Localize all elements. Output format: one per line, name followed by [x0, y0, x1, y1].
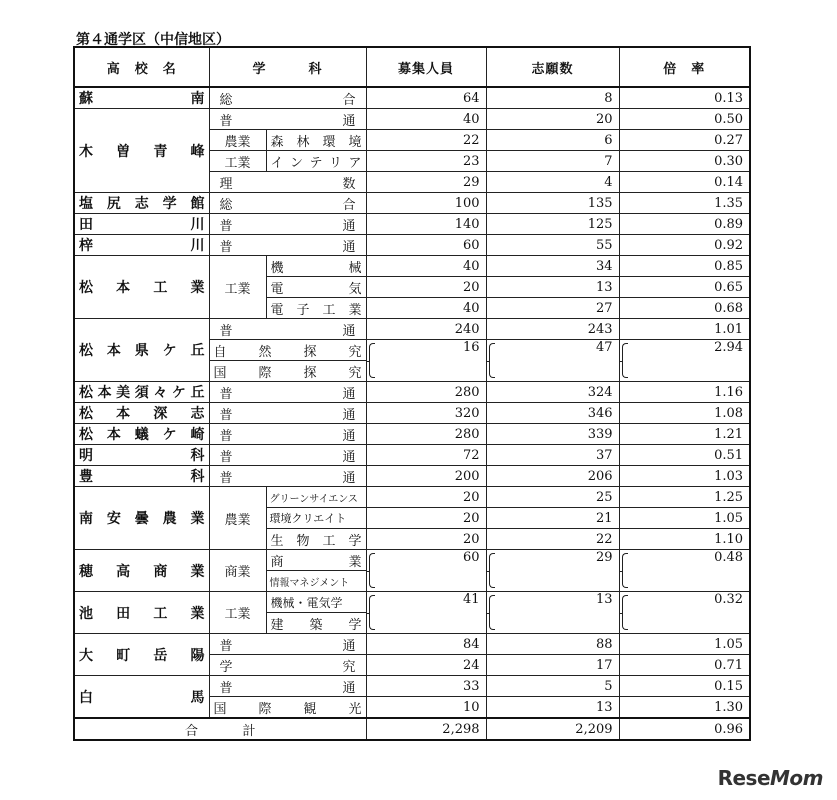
capacity-cell: 84: [366, 634, 486, 655]
dept-name: 学究: [209, 655, 366, 676]
dept-category: 工業: [209, 592, 266, 634]
total-applicants: 2,209: [486, 718, 619, 740]
capacity-cell: 41: [366, 592, 486, 634]
resemom-logo: [718, 766, 823, 790]
dept-name: 自然探究: [209, 340, 366, 361]
dept-name: 国際観光: [209, 697, 366, 719]
school-name: 松本県ケ丘: [74, 319, 209, 382]
ratio-cell: 1.03: [619, 466, 750, 487]
capacity-cell: 40: [366, 256, 486, 277]
table-row: [74, 487, 750, 508]
school-name: 穂高商業: [74, 550, 209, 592]
dept-category: 工業: [209, 256, 266, 319]
dept-name: 普通: [209, 403, 366, 424]
capacity-cell: 60: [366, 550, 486, 592]
applicants-cell: 55: [486, 235, 619, 256]
dept-subname: 機械: [266, 256, 366, 277]
capacity-cell: 20: [366, 529, 486, 550]
applicants-cell: 25: [486, 487, 619, 508]
dept-name: 普通: [209, 382, 366, 403]
page-title: 第４通学区（中信地区）: [76, 32, 230, 48]
table-row: [74, 109, 750, 130]
school-name: 大町岳陽: [74, 634, 209, 676]
ratio-cell: 1.01: [619, 319, 750, 340]
dept-subname: 森林環境: [266, 130, 366, 151]
capacity-cell: 20: [366, 487, 486, 508]
applicants-cell: 47: [486, 340, 619, 382]
school-name: 松本深志: [74, 403, 209, 424]
dept-name: 普通: [209, 466, 366, 487]
total-label: 合計: [74, 718, 366, 740]
school-name: 木曽青峰: [74, 109, 209, 193]
capacity-cell: 33: [366, 676, 486, 697]
dept-category: 工業: [209, 151, 266, 172]
table-row: [74, 193, 750, 214]
capacity-cell: 100: [366, 193, 486, 214]
table-row: [74, 214, 750, 235]
table-row: [74, 87, 750, 109]
total-row: [74, 718, 750, 740]
dept-category: 農業: [209, 487, 266, 550]
applicants-cell: 125: [486, 214, 619, 235]
header-applicants: 志願数: [486, 47, 619, 87]
capacity-cell: 280: [366, 382, 486, 403]
applicants-cell: 20: [486, 109, 619, 130]
capacity-cell: 24: [366, 655, 486, 676]
applicants-cell: 243: [486, 319, 619, 340]
applicants-cell: 7: [486, 151, 619, 172]
table-row: [74, 466, 750, 487]
table-row: [74, 592, 750, 613]
dept-name: 普通: [209, 676, 366, 697]
ratio-cell: 0.32: [619, 592, 750, 634]
table-row: [74, 424, 750, 445]
capacity-cell: 23: [366, 151, 486, 172]
header-ratio: 倍 率: [619, 47, 750, 87]
dept-name: 普通: [209, 214, 366, 235]
dept-name: 普通: [209, 424, 366, 445]
capacity-cell: 72: [366, 445, 486, 466]
dept-subname: 電気: [266, 277, 366, 298]
school-name: 塩尻志学館: [74, 193, 209, 214]
dept-subname: 建築学: [266, 613, 366, 634]
school-name: 松本美須々ケ丘: [74, 382, 209, 403]
applicants-cell: 34: [486, 256, 619, 277]
ratio-cell: 0.89: [619, 214, 750, 235]
applicants-cell: 346: [486, 403, 619, 424]
applicants-cell: 22: [486, 529, 619, 550]
dept-subname: インテリア: [266, 151, 366, 172]
applicants-cell: 29: [486, 550, 619, 592]
applicants-cell: 37: [486, 445, 619, 466]
dept-name: 普通: [209, 319, 366, 340]
dept-name: 国際探究: [209, 361, 366, 382]
school-name: 明科: [74, 445, 209, 466]
applicants-cell: 27: [486, 298, 619, 319]
capacity-cell: 40: [366, 298, 486, 319]
ratio-cell: 0.48: [619, 550, 750, 592]
dept-subname: 機械・電気学: [266, 592, 366, 613]
ratio-cell: 0.51: [619, 445, 750, 466]
ratio-cell: 0.85: [619, 256, 750, 277]
table-row: [74, 256, 750, 277]
total-ratio: 0.96: [619, 718, 750, 740]
applicants-cell: 13: [486, 592, 619, 634]
capacity-cell: 20: [366, 508, 486, 529]
ratio-cell: 0.92: [619, 235, 750, 256]
ratio-cell: 2.94: [619, 340, 750, 382]
application-table: [73, 46, 751, 741]
ratio-cell: 1.10: [619, 529, 750, 550]
applicants-cell: 339: [486, 424, 619, 445]
table-row: [74, 634, 750, 655]
capacity-cell: 200: [366, 466, 486, 487]
school-name: 白馬: [74, 676, 209, 719]
ratio-cell: 0.27: [619, 130, 750, 151]
dept-name: 理数: [209, 172, 366, 193]
ratio-cell: 1.21: [619, 424, 750, 445]
dept-subname: 商業: [266, 550, 366, 571]
applicants-cell: 4: [486, 172, 619, 193]
ratio-cell: 0.15: [619, 676, 750, 697]
applicants-cell: 5: [486, 676, 619, 697]
ratio-cell: 0.50: [619, 109, 750, 130]
ratio-cell: 0.30: [619, 151, 750, 172]
ratio-cell: 0.14: [619, 172, 750, 193]
school-name: 南安曇農業: [74, 487, 209, 550]
capacity-cell: 64: [366, 87, 486, 109]
ratio-cell: 0.68: [619, 298, 750, 319]
dept-name: 普通: [209, 235, 366, 256]
dept-name: 普通: [209, 445, 366, 466]
dept-subname: 電子工業: [266, 298, 366, 319]
header-dept: 学 科: [209, 47, 366, 87]
school-name: 松本蟻ケ崎: [74, 424, 209, 445]
ratio-cell: 0.65: [619, 277, 750, 298]
applicants-cell: 13: [486, 277, 619, 298]
applicants-cell: 206: [486, 466, 619, 487]
capacity-cell: 16: [366, 340, 486, 382]
ratio-cell: 1.05: [619, 508, 750, 529]
table-row: [74, 235, 750, 256]
applicants-cell: 17: [486, 655, 619, 676]
capacity-cell: 280: [366, 424, 486, 445]
applicants-cell: 135: [486, 193, 619, 214]
applicants-cell: 324: [486, 382, 619, 403]
dept-subname: 生物工学: [266, 529, 366, 550]
capacity-cell: 40: [366, 109, 486, 130]
applicants-cell: 21: [486, 508, 619, 529]
dept-subname: 環境クリエイト: [266, 508, 366, 529]
ratio-cell: 0.71: [619, 655, 750, 676]
ratio-cell: 1.30: [619, 697, 750, 719]
logo-text-rese: Rese: [717, 766, 771, 790]
school-name: 松本工業: [74, 256, 209, 319]
logo-text-mom: Mom: [770, 766, 823, 790]
applicants-cell: 13: [486, 697, 619, 719]
capacity-cell: 320: [366, 403, 486, 424]
dept-name: 総合: [209, 193, 366, 214]
header-capacity: 募集人員: [366, 47, 486, 87]
dept-subname: グリーンサイエンス: [266, 487, 366, 508]
capacity-cell: 240: [366, 319, 486, 340]
applicants-cell: 8: [486, 87, 619, 109]
dept-category: 農業: [209, 130, 266, 151]
table-row: [74, 550, 750, 571]
school-name: 田川: [74, 214, 209, 235]
capacity-cell: 20: [366, 277, 486, 298]
capacity-cell: 60: [366, 235, 486, 256]
dept-name: 総合: [209, 87, 366, 109]
applicants-cell: 6: [486, 130, 619, 151]
capacity-cell: 22: [366, 130, 486, 151]
table-row: [74, 403, 750, 424]
table-row: [74, 676, 750, 697]
dept-category: 商業: [209, 550, 266, 592]
table-row: [74, 382, 750, 403]
school-name: 蘇南: [74, 87, 209, 109]
school-name: 豊科: [74, 466, 209, 487]
ratio-cell: 1.08: [619, 403, 750, 424]
applicants-cell: 88: [486, 634, 619, 655]
dept-subname: 情報マネジメント: [266, 571, 366, 592]
ratio-cell: 1.35: [619, 193, 750, 214]
table-row: [74, 445, 750, 466]
ratio-cell: 0.13: [619, 87, 750, 109]
dept-name: 普通: [209, 634, 366, 655]
school-name: 梓川: [74, 235, 209, 256]
capacity-cell: 140: [366, 214, 486, 235]
ratio-cell: 1.25: [619, 487, 750, 508]
header-row: [74, 47, 750, 87]
dept-name: 普通: [209, 109, 366, 130]
capacity-cell: 10: [366, 697, 486, 719]
total-capacity: 2,298: [366, 718, 486, 740]
table-row: [74, 319, 750, 340]
capacity-cell: 29: [366, 172, 486, 193]
school-name: 池田工業: [74, 592, 209, 634]
ratio-cell: 1.05: [619, 634, 750, 655]
header-school: 高 校 名: [74, 47, 209, 87]
ratio-cell: 1.16: [619, 382, 750, 403]
